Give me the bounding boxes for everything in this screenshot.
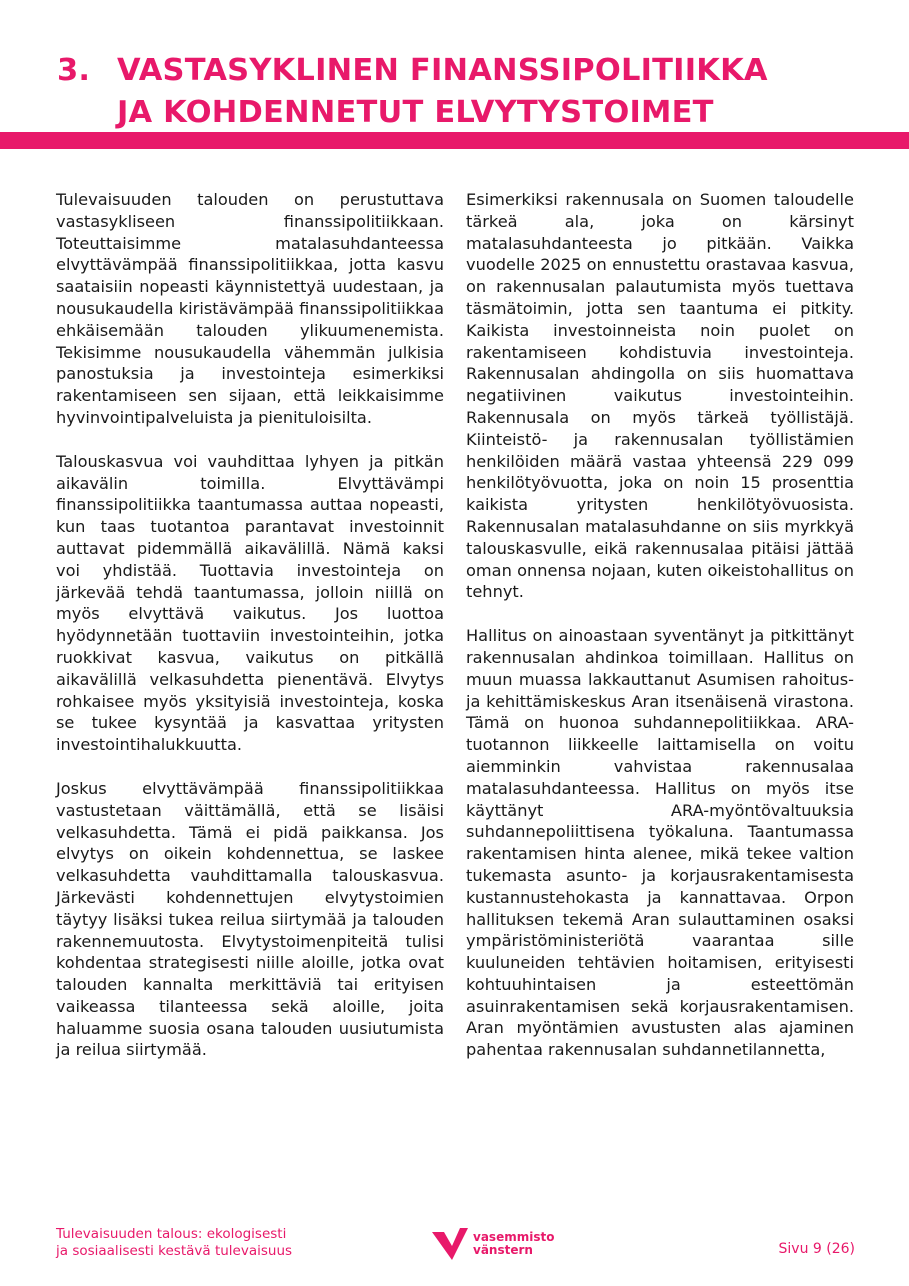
logo-line-2: vänstern	[473, 1243, 533, 1257]
paragraph: Esimerkiksi rakennusala on Suomen taloudelle tärkeä ala, joka on kärsinyt matalasuhdanteesta jo pitkään. Vaikka vuodelle 2025 on ennustettu orastavaa kasvua, on rakennusalan palautumista myös tuettava täsmätoimin, jotta sen taantuma ei pitkity. Kaikista investoinneista noin puolet on rakentamiseen kohdistuvia investointeja. Rakennusalan ahdingolla on siis huomattava negatiivinen vaikutus investointeihin. Rakennusala on myös tärkeä työllistäjä. Kiinteistö- ja rakennusalan työllistämien henkilöiden määrä vastaa yhteensä 229 099 henkilötyövuotta, joka on noin 15 prosenttia kaikista yritysten henkilötyövuosista. Rakennusalan matalasuhdanne on siis myrkkyä talouskasvulle, eikä rakennusalaa pitäisi jättää oman onnensa nojaan, kuten oikeistohallitus on tehnyt.	[466, 190, 854, 602]
heading-title-line-1: VASTASYKLINEN FINANSSIPOLITIIKKA	[117, 53, 768, 88]
paragraph: Hallitus on ainoastaan syventänyt ja pitkittänyt rakennusalan ahdinkoa toimillaan. Hallitus on muun muassa lakkauttanut Asumisen rahoitus- ja kehittämiskeskus Aran itsenäisenä virastona. Tämä on huonoa suhdannepolitiikkaa. ARA-tuotannon liikkeelle laittamisella on voitu aiemminkin vahvistaa rakennusalaa matalasuhdanteessa. Hallitus on myös itse käyttänyt ARA-myöntövaltuuksia suhdannepoliittisena työkaluna. Taantumassa rakentamisen hinta alenee, mikä tekee valtion tukemasta asunto- ja korjausrakentamisesta kustannustehokasta ja kannattavaa. Orpon hallituksen tekemä Aran sulauttaminen osaksi ympäristöministeriötä vaarantaa sille kuuluneiden tehtävien hoitamisen, erityisesti kohtuuhintaisen ja esteettömän asuinrakentamisen sekä korjausrakentamisen. Aran myöntämien avustusten alas ajaminen pahentaa rakennusalan suhdannetilannetta,	[466, 626, 854, 1060]
paragraph: Talouskasvua voi vauhdittaa lyhyen ja pitkän aikavälin toimilla. Elvyttävämpi finanssipolitiikka taantumassa auttaa nopeasti, kun taas tuotantoa parantavat investoinnit auttavat pidemmällä aikavälillä. Nämä kaksi voi yhdistää. Tuottavia investointeja on järkevää tehdä taantumassa, jolloin niillä on myös elvyttävä vaikutus. Jos luottoa hyödynnetään tuottaviin investointeihin, jotka ruokkivat kasvua, vaikutus on pitkällä aikavälillä velkasuhdetta pienentävä. Elvytys rohkaisee myös yksityisiä investointeja, koska se tukee kysyntää ja kasvattaa yritysten investointihalukkuutta.	[56, 451, 444, 755]
right-text-column	[466, 189, 854, 1061]
heading-divider-bar	[0, 132, 909, 149]
footer-title-line-1: Tulevaisuuden talous: ekologisesti	[56, 1226, 287, 1242]
footer-title-line-2: ja sosiaalisesti kestävä tulevaisuus	[56, 1242, 293, 1259]
footer-document-title	[56, 1226, 356, 1259]
page-number: Sivu 9 (26)	[778, 1241, 855, 1257]
chapter-number: 3.	[57, 53, 91, 88]
v-mark-icon	[430, 1226, 470, 1262]
paragraph: Tulevaisuuden talouden on perustuttava vastasykliseen finanssipolitiikkaan. Toteuttaisimme matalasuhdanteessa elvyttävämpää finanssipolitiikkaa, jotta kasvu saataisiin nopeasti käynnistettyä uudestaan, ja nousukaudella kiristävämpää finanssipolitiikkaa ehkäisemään talouden ylikuumenemista. Tekisimme nousukaudella vähemmän julkisia panostuksia ja investointeja esimerkiksi rakentamiseen sen sijaan, että leikkaisimme hyvinvointipalveluista ja pienituloisilta.	[56, 190, 444, 427]
paragraph: Joskus elvyttävämpää finanssipolitiikkaa vastustetaan väittämällä, että se lisäisi velkasuhdetta. Tämä ei pidä paikkansa. Jos elvytys on oikein kohdennettua, se laskee velkasuhdetta vauhdittamalla talouskasvua. Järkevästi kohdennettujen elvytystoimien täytyy lisäksi tukea reilua siirtymää ja talouden rakennemuutosta. Elvytystoimenpiteitä tulisi kohdentaa strategisesti niille aloille, jotka ovat talouden kannalta merkittäviä tai erityisen vaikeassa tilanteessa sekä aloille, joita haluamme suosia osana talouden uusiutumista ja reilua siirtymää.	[56, 778, 444, 1060]
chapter-heading	[57, 50, 768, 134]
logo-line-1: vasemmisto	[473, 1230, 555, 1244]
logo-wordmark	[473, 1231, 554, 1257]
heading-line-1	[57, 50, 768, 92]
left-text-column	[56, 189, 444, 1061]
heading-title-line-2: JA KOHDENNETUT ELVYTYSTOIMET	[117, 95, 714, 130]
vasemmisto-logo	[430, 1226, 554, 1262]
